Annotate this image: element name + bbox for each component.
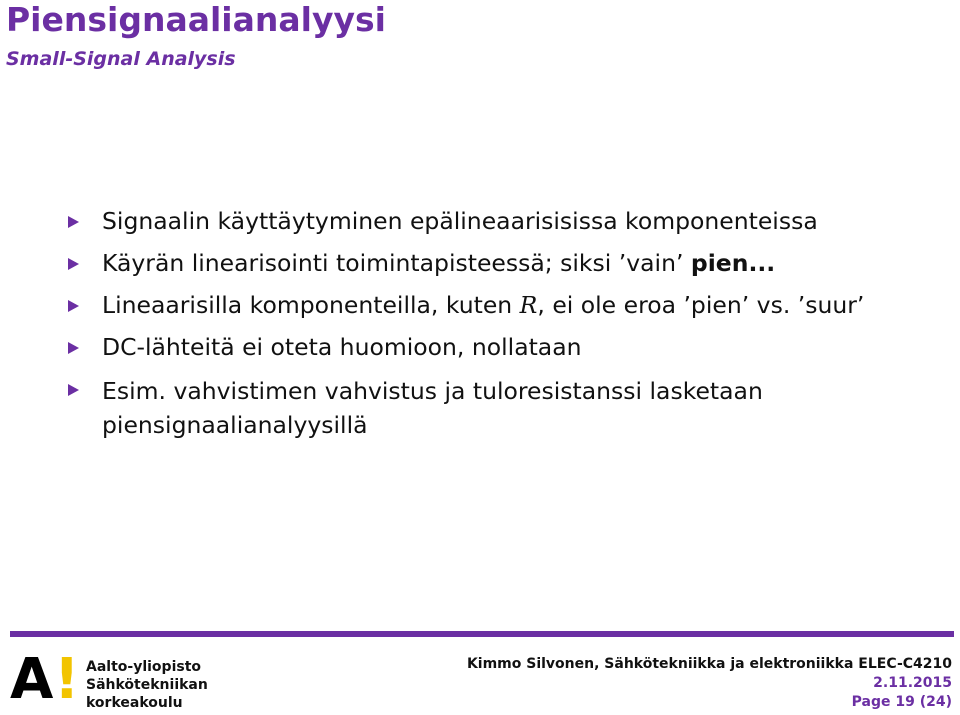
bullet-text: Esim. vahvistimen vahvistus ja tuloresistanssi lasketaan piensignaalianalyysillä [102,377,763,439]
triangle-bullet-icon [68,300,79,312]
org-line: Sähkötekniikan [86,677,208,693]
triangle-bullet-icon [68,384,79,396]
bullet-item [68,290,948,320]
slide-date: 2.11.2015 [873,675,952,691]
bullet-text: , ei ole eroa ’pien’ vs. ’suur’ [537,291,865,319]
org-line: korkeakoulu [86,695,183,711]
triangle-bullet-icon [68,342,79,354]
author-course: Kimmo Silvonen, Sähkötekniikka ja elektroniikka ELEC-C4210 [466,656,952,672]
organization-name [86,658,208,712]
triangle-bullet-icon [68,216,79,228]
bullet-item [68,248,948,278]
bullet-item [68,332,948,362]
bullet-list [68,206,948,454]
slide-subtitle: Small-Signal Analysis [6,48,236,70]
triangle-bullet-icon [68,258,79,270]
logo-exclamation-icon: ! [54,647,80,712]
org-line: Aalto-yliopisto [86,659,202,675]
bullet-item [68,374,948,442]
bullet-text: Lineaarisilla komponenteilla, kuten [102,291,520,319]
bullet-emphasis: pien... [690,249,776,277]
footer-divider [10,631,954,637]
bullet-item [68,206,948,236]
page-number: Page 19 (24) [851,694,952,710]
slide-title: Piensignaalianalyysi [6,0,386,39]
bullet-text: Käyrän linearisointi toimintapisteessä; siksi ’vain’ [102,249,691,277]
logo-letter: A [10,647,54,712]
bullet-text: DC-lähteitä ei oteta huomioon, nollataan [102,333,582,361]
bullet-text: Signaalin käyttäytyminen epälineaarisisissa komponenteissa [102,207,818,235]
footer-info [467,655,952,712]
math-variable: R [519,291,538,319]
